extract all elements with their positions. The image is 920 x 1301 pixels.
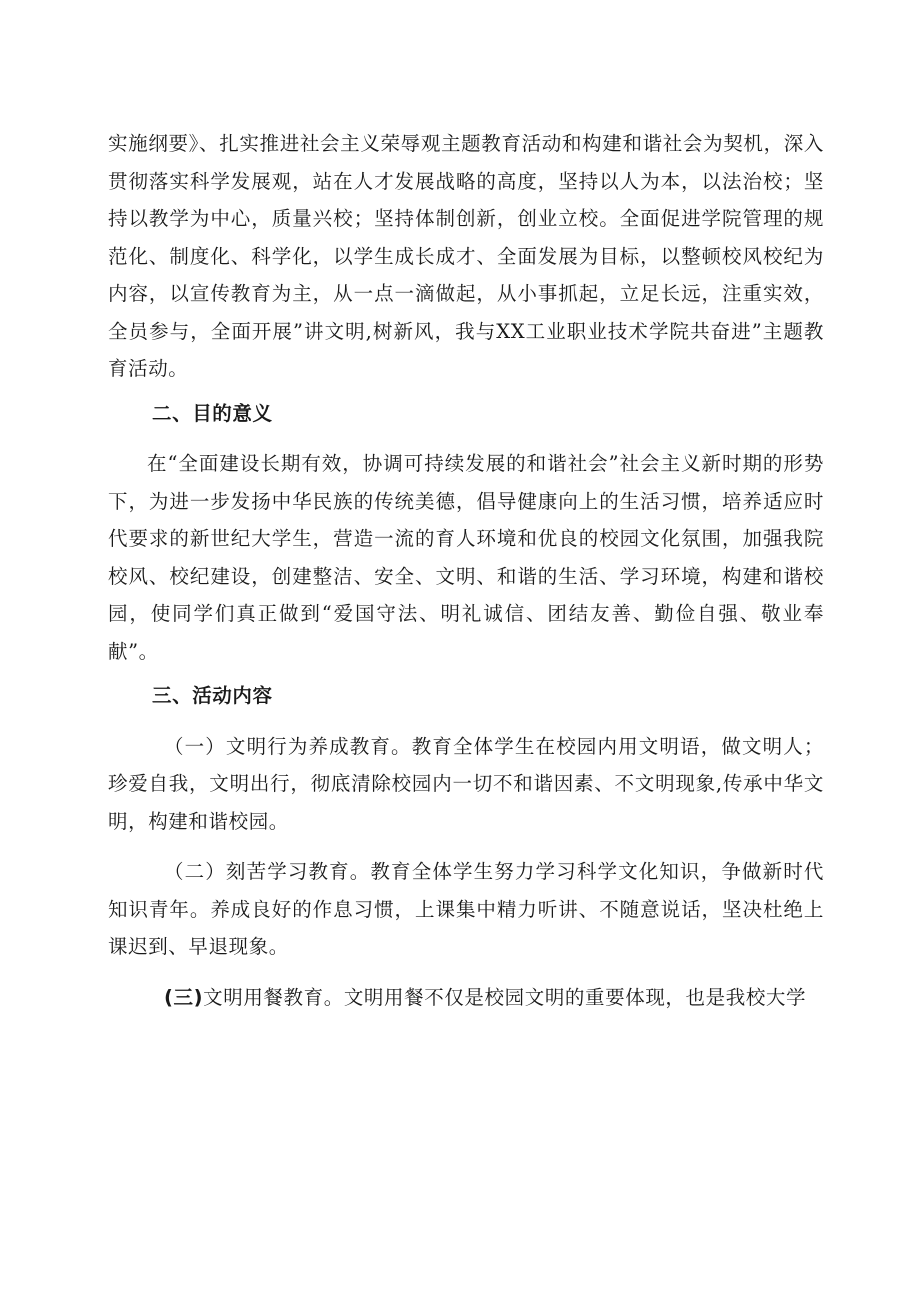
section-heading-activities: 三、活动内容 [152, 684, 273, 707]
purpose-paragraph: 在“全面建设长期有效，协调可持续发展的和谐社会”社会主义新时期的形势下，为进一步发扬中华民族的传统美德，倡导健康向上的生活习惯，培养适应时代要求的新世纪大学生，营造一流的育人环境和优良的校园文化氛围，加强我院校风、校纪建设，创建整洁、安全、文明、和谐的生活、学习环境，构建和谐校园，使同学们真正做到“爱国守法、明礼诚信、团结友善、勤俭自强、敬业奉献”。 [108, 452, 824, 663]
section-heading-purpose: 二、目的意义 [152, 401, 273, 425]
activity-item-3-indent [108, 986, 164, 1009]
activity-item-1-indent [108, 735, 164, 758]
intro-paragraph: 实施纲要》、扎实推进社会主义荣辱观主题教育活动和构建和谐社会为契机，深入贯彻落实科学发展观，站在人才发展战略的高度，坚持以人为本，以法治校；坚持以教学为中心，质量兴校；坚持体制创新，创业立校。全面促进学院管理的规范化、制度化、科学化，以学生成长成才、全面发展为目标，以整顿校风校纪为内容，以宣传教育为主，从一点一滴做起，从小事抓起，立足长远，注重实效，全员参与，全面开展”讲文明,树新风，我与XX工业职业技术学院共奋进”主题教育活动。 [108, 132, 824, 380]
activity-item-3-number: (三) [164, 985, 204, 1009]
activity-item-1 [108, 728, 824, 841]
activity-item-2 [108, 853, 824, 966]
activity-item-2-indent [108, 860, 164, 883]
activity-item-3-text: 文明用餐教育。文明用餐不仅是校园文明的重要体现，也是我校大学 [203, 985, 807, 1009]
activity-item-1-text: （一）文明行为养成教育。教育全体学生在校园内用文明语，做文明人；珍爱自我，文明出行，彻底清除校园内一切不和谐因素、不文明现象,传承中华文明，构建和谐校园。 [108, 734, 824, 833]
activity-item-2-text: （二）刻苦学习教育。教育全体学生努力学习科学文化知识，争做新时代知识青年。养成良好的作息习惯，上课集中精力听讲、不随意说话，坚决杜绝上课迟到、早退现象。 [108, 860, 824, 958]
document-body [108, 125, 824, 1029]
activity-item-3 [108, 979, 824, 1017]
